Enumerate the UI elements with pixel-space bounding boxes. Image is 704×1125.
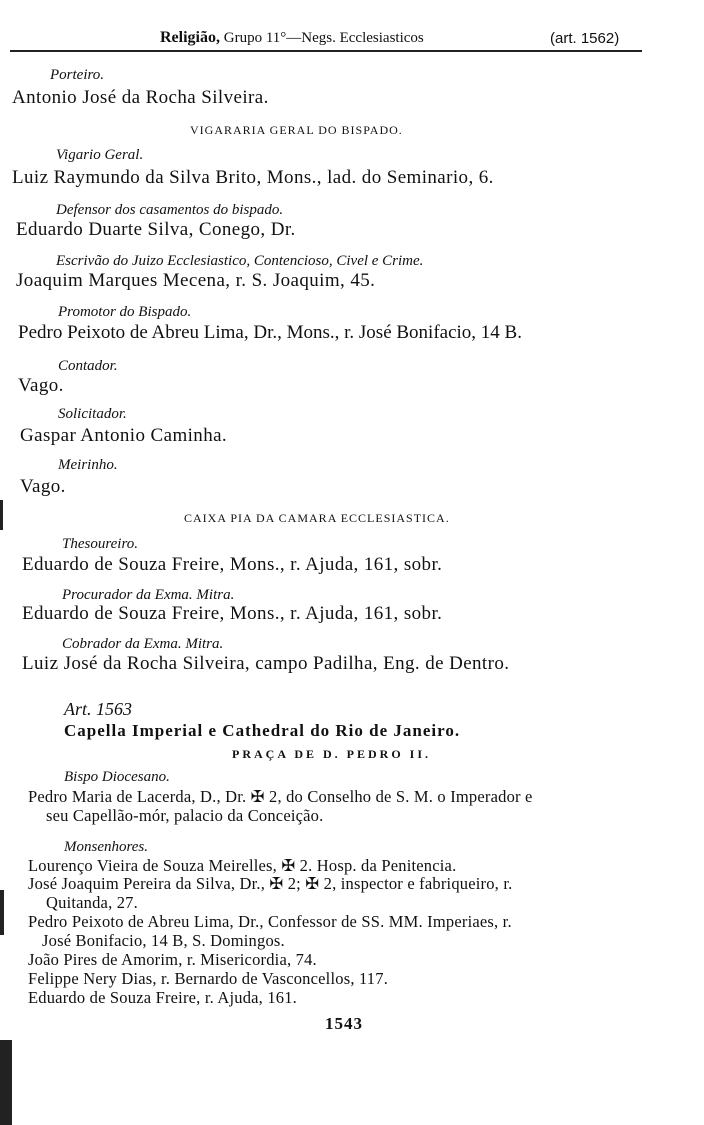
entry-name: Pedro Peixoto de Abreu Lima, Dr., Mons., r. José Bonifacio, 14 B. (18, 322, 522, 343)
entry-line: João Pires de Amorim, r. Misericordia, 74. (28, 950, 317, 969)
entry-name: Luiz Raymundo da Silva Brito, Mons., lad. do Seminario, 6. (12, 167, 494, 188)
article-label: Art. 1563 (64, 699, 133, 719)
entry-name: Luiz José da Rocha Silveira, campo Padilha, Eng. de Dentro. (22, 653, 510, 674)
entry-name: Joaquim Marques Mecena, r. S. Joaquim, 45. (16, 270, 376, 291)
role-label: Bispo Diocesano. (64, 769, 170, 785)
section-heading: CAIXA PIA DA CAMARA ECCLESIASTICA. (184, 511, 450, 525)
entry-name: Vago. (18, 375, 64, 396)
role-label: Meirinho. (58, 457, 118, 473)
entry-line: José Joaquim Pereira da Silva, Dr., ✠ 2; ✠ 2, inspector e fabriqueiro, r. (28, 874, 513, 893)
scan-edge-mark (0, 890, 4, 935)
entry-line: Pedro Peixoto de Abreu Lima, Dr., Confessor de SS. MM. Imperiaes, r. (28, 912, 512, 931)
entry-line: Quitanda, 27. (46, 893, 138, 912)
role-label: Porteiro. (50, 67, 105, 83)
entry-name: Gaspar Antonio Caminha. (20, 425, 228, 446)
entry-line: Felippe Nery Dias, r. Bernardo de Vasconcellos, 117. (28, 969, 389, 988)
section-heading: VIGARARIA GERAL DO BISPADO. (190, 123, 403, 137)
header-group: Grupo 11°—Negs. Ecclesiasticos (223, 30, 424, 46)
role-label: Promotor do Bispado. (58, 304, 192, 320)
entry-line: José Bonifacio, 14 B, S. Domingos. (42, 931, 285, 950)
role-label: Thesoureiro. (62, 536, 138, 552)
entry-name: Vago. (20, 476, 66, 497)
entry-name: Eduardo de Souza Freire, Mons., r. Ajuda, 161, sobr. (22, 554, 443, 575)
entry-name: Eduardo Duarte Silva, Conego, Dr. (16, 219, 296, 240)
role-label: Solicitador. (58, 406, 127, 422)
header-section: Religião, (160, 29, 220, 46)
scan-edge-mark (0, 500, 3, 530)
article-title: Capella Imperial e Cathedral do Rio de Janeiro. (64, 721, 461, 740)
page-number: 1543 (325, 1014, 363, 1033)
role-label: Procurador da Exma. Mitra. (62, 587, 235, 603)
header-rule (10, 50, 642, 52)
role-label: Escrivão do Juizo Ecclesiastico, Contencioso, Civel e Crime. (56, 253, 424, 269)
article-subtitle: PRAÇA DE D. PEDRO II. (232, 747, 432, 761)
role-label: Monsenhores. (64, 839, 149, 855)
entry-name: Eduardo de Souza Freire, Mons., r. Ajuda, 161, sobr. (22, 603, 443, 624)
role-label: Contador. (58, 358, 118, 374)
role-label: Vigario Geral. (56, 147, 144, 163)
role-label: Defensor dos casamentos do bispado. (56, 202, 284, 218)
entry-line: Pedro Maria de Lacerda, D., Dr. ✠ 2, do Conselho de S. M. o Imperador e (28, 787, 533, 806)
header-article: (art. 1562) (550, 30, 620, 47)
scan-edge-shadow (0, 1040, 12, 1125)
entry-name: Antonio José da Rocha Silveira. (12, 87, 269, 108)
entry-line: Lourenço Vieira de Souza Meirelles, ✠ 2. Hosp. da Penitencia. (28, 856, 457, 875)
entry-line: Eduardo de Souza Freire, r. Ajuda, 161. (28, 988, 297, 1007)
role-label: Cobrador da Exma. Mitra. (62, 636, 224, 652)
entry-line: seu Capellão-mór, palacio da Conceição. (46, 806, 324, 825)
running-header (160, 30, 424, 46)
